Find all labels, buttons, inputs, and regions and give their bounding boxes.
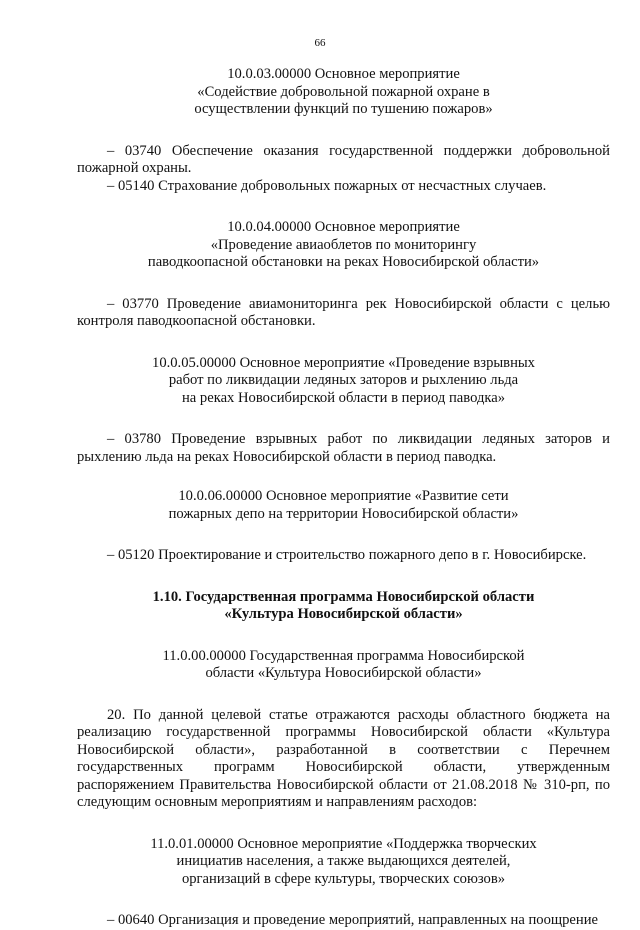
section-heading-10-0-04 (77, 219, 610, 272)
text-line: распоряжением Правительства Новосибирской области от 21.08.2018 № 310-рп, по (77, 776, 610, 793)
section-heading-10-0-06 (77, 488, 610, 523)
text-line: 10.0.03.00000 Основное мероприятие (227, 66, 460, 82)
text-line: 10.0.04.00000 Основное мероприятие (227, 219, 460, 235)
list-item-03770 (77, 296, 610, 331)
text-line: «Проведение авиаоблетов по мониторингу (210, 236, 477, 253)
text-line: паводкоопасной обстановки на реках Новосибирской области» (147, 254, 540, 270)
list-item-03780 (77, 431, 610, 466)
text-line: реализацию государственной программы Новосибирской области «Культура (77, 724, 610, 740)
page-number: 66 (314, 37, 326, 49)
text-line: – 03740 Обеспечение оказания государственной поддержки добровольной (107, 142, 610, 159)
list-item-05120: – 05120 Проектирование и строительство пожарного депо в г. Новосибирске. (107, 547, 587, 563)
text-line: 10.0.05.00000 Основное мероприятие «Проведение взрывных (152, 354, 535, 371)
text-line: работ по ликвидации ледяных заторов и рыхлению льда (168, 372, 519, 388)
text-line: инициатив населения, а также выдающихся деятелей, (176, 853, 511, 869)
text-line: 11.0.00.00000 Государственная программа Новосибирской (162, 647, 525, 664)
document-body (77, 66, 610, 930)
text-line: 10.0.06.00000 Основное мероприятие «Развитие сети (178, 488, 509, 504)
text-line: осуществлении функций по тушению пожаров» (194, 101, 493, 117)
text-line: на реках Новосибирской области в период паводка» (181, 389, 506, 406)
text-line: 20. По данной целевой статье отражаются расходы областного бюджета на (107, 706, 610, 723)
text-line: 11.0.01.00000 Основное мероприятие «Поддержка творческих (150, 835, 537, 852)
text-line: пожарных депо на территории Новосибирской области» (168, 505, 519, 522)
text-line: Новосибирской области», разработанной в соответствии с Перечнем (77, 741, 610, 758)
text-line: «Содействие добровольной пожарной охране в (197, 83, 490, 100)
text-line: контроля паводкоопасной обстановки. (77, 313, 316, 329)
text-line: – 03770 Проведение авиамониторинга рек Новосибирской области с целью (107, 295, 610, 312)
section-heading-11-0-00 (77, 648, 610, 683)
program-heading-1-10 (77, 589, 610, 624)
paragraph-20 (77, 707, 610, 812)
text-line: следующим основным мероприятиям и направлениям расходов: (77, 794, 478, 810)
section-heading-11-0-01 (77, 836, 610, 889)
text-line: организаций в сфере культуры, творческих союзов» (181, 870, 506, 887)
text-line: пожарной охраны. (77, 160, 192, 176)
text-line: государственных программ Новосибирской области, утвержденным (77, 759, 610, 775)
list-item-00640: – 00640 Организация и проведение мероприятий, направленных на поощрение (107, 912, 599, 928)
list-item-05140: – 05140 Страхование добровольных пожарных от несчастных случаев. (107, 177, 547, 194)
text-line: рыхлению льда на реках Новосибирской области в период паводка. (77, 448, 497, 465)
text-line: «Культура Новосибирской области» (224, 606, 463, 622)
section-heading-10-0-05 (77, 355, 610, 408)
text-line: области «Культура Новосибирской области» (205, 665, 482, 681)
section-heading-10-0-03 (77, 66, 610, 119)
text-line: 1.10. Государственная программа Новосибирской области (152, 588, 535, 605)
list-item-03740 (77, 143, 610, 178)
text-line: – 03780 Проведение взрывных работ по ликвидации ледяных заторов и (107, 431, 610, 447)
